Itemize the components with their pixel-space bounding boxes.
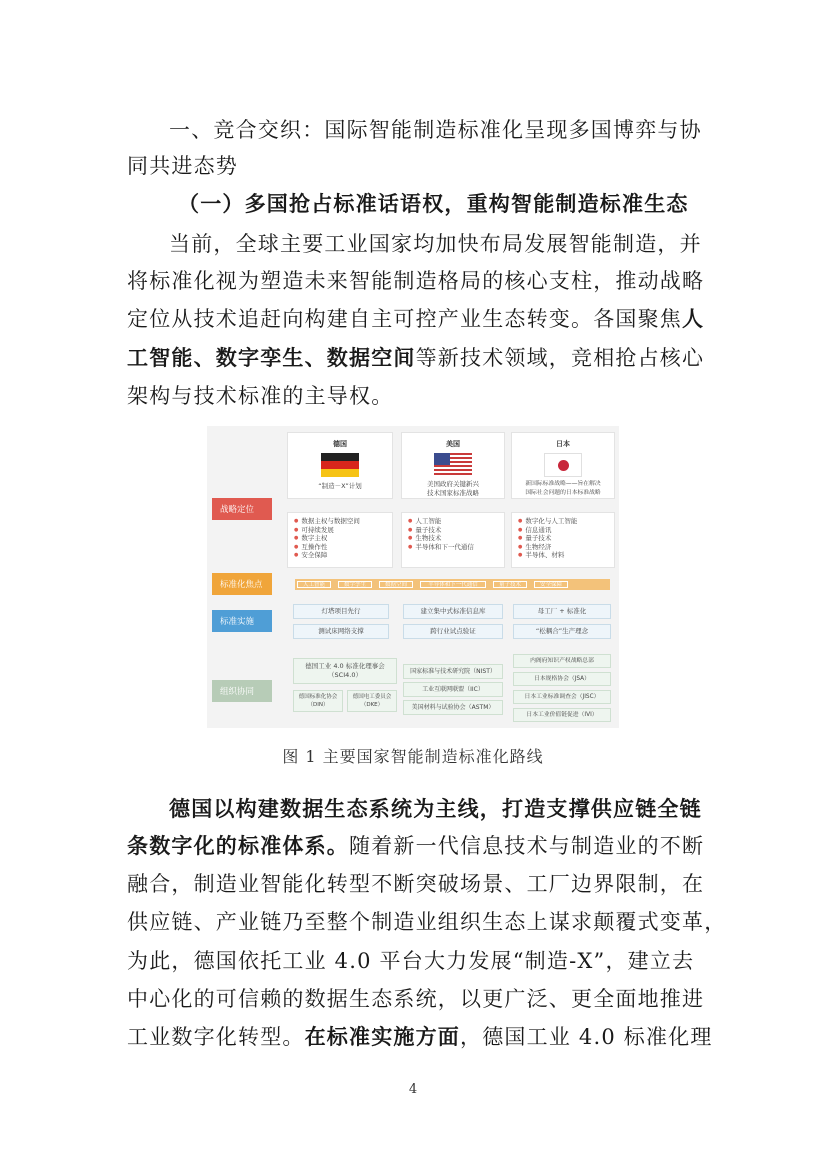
paragraph-1-line: 当前，全球主要工业国家均加快布局发展智能制造，并 (169, 232, 702, 256)
figure-caption: 图 1 主要国家智能制造标准化路线 (282, 747, 544, 766)
focus-tag: 半导体和下一代通信 (420, 581, 486, 588)
organization-item: 内阁府知识产权战略总部 (513, 654, 611, 668)
organization-item: 日本规格协会（JSA） (513, 672, 611, 686)
focus-list-usa (401, 512, 505, 568)
paragraph-2-line: 供应链、产业链乃至整个制造业组织生态上谋求颠覆式变革， (127, 910, 727, 934)
country-card-usa (401, 432, 505, 499)
list-item: ● 数据主权与数据空间 (294, 517, 392, 526)
paragraph-2-line: 融合，制造业智能化转型不断突破场景、工厂边界限制，在 (127, 872, 705, 896)
organization-item: 德国电工委员会 （DKE） (347, 690, 397, 712)
country-name: 美国 (446, 440, 460, 448)
subsection-heading: （一）多国抢占标准话语权，重构智能制造标准生态 (178, 191, 689, 216)
list-item: ● 互操作性 (294, 543, 392, 552)
country-name: 日本 (556, 440, 570, 448)
country-card-germany (287, 432, 393, 499)
list-item: ● 半导体、材料 (518, 551, 614, 560)
list-item: ● 生物技术 (408, 534, 504, 543)
implementation-item: 跨行业试点验证 (403, 624, 503, 639)
paragraph-1-line: 定位从技术追赶向构建自主可控产业生态转变。各国聚焦人 (127, 307, 705, 331)
country-strategy: 美国政府关键新兴 技术国家标准战略 (427, 480, 479, 497)
focus-tag: 数字孪生 (338, 581, 372, 588)
list-item: ● 信息通讯 (518, 526, 614, 535)
usa-flag-icon (434, 453, 472, 477)
paragraph-2-line: 条数字化的标准体系。随着新一代信息技术与制造业的不断 (127, 834, 705, 858)
list-item: ● 安全保障 (294, 551, 392, 560)
paragraph-2-line: 工业数字化转型。在标准实施方面，德国工业 4.0 标准化理 (127, 1025, 713, 1049)
focus-tag: 数据空间 (379, 581, 413, 588)
list-item: ● 量子技术 (408, 526, 504, 535)
list-item: ● 量子技术 (518, 534, 614, 543)
implementation-item: 建立集中式标准信息库 (403, 604, 503, 619)
paragraph-2-line: 德国以构建数据生态系统为主线，打造支撑供应链全链 (169, 797, 702, 821)
focus-tag: 安全保障 (534, 581, 568, 588)
country-card-japan (511, 432, 615, 499)
focus-tag: 人工智能 (297, 581, 331, 588)
organization-item: 日本工业标准调查会（JISC） (513, 690, 611, 704)
lane-standard-implementation: 标准实施 (212, 610, 272, 632)
list-item: ● 人工智能 (408, 517, 504, 526)
organization-item: 日本工业价值链促进（IVI） (513, 708, 611, 722)
paragraph-2-line: 中心化的可信赖的数据生态系统，以更广泛、更全面地推进 (127, 987, 705, 1011)
japan-flag-icon (544, 453, 582, 477)
lane-standardization-focus: 标准化焦点 (212, 573, 272, 595)
country-name: 德国 (333, 440, 347, 448)
lane-organizational-coordination: 组织协同 (212, 680, 272, 702)
paragraph-1-line: 架构与技术标准的主导权。 (127, 384, 394, 408)
paragraph-1-line: 工智能、数字孪生、数据空间等新技术领域，竞相抢占核心 (127, 346, 705, 370)
organization-item: 美国材料与试验协会（ASTM） (403, 700, 503, 715)
implementation-item: 母工厂 + 标准化 (513, 604, 611, 619)
section-heading-line-1: 一、竞合交织：国际智能制造标准化呈现多国博弈与协 (169, 118, 702, 142)
list-item: ● 可持续发展 (294, 526, 392, 535)
focus-tag: 量子技术 (493, 581, 527, 588)
organization-item: 德国标准化协会 （DIN） (293, 690, 343, 712)
lane-strategic-positioning: 战略定位 (212, 498, 272, 520)
list-item: ● 生物经济 (518, 543, 614, 552)
standardization-roadmap-figure (207, 426, 619, 728)
organization-item: 工业互联网联盟（IIC） (403, 682, 503, 697)
paragraph-1-line: 将标准化视为塑造未来智能制造格局的核心支柱，推动战略 (127, 269, 705, 293)
implementation-item: “松耦合”生产理念 (513, 624, 611, 639)
list-item: ● 半导体和下一代通信 (408, 543, 504, 552)
country-strategy: 新国际标准战略——旨在解决 国际社会问题的日本标准战略 (525, 481, 601, 496)
focus-list-japan (511, 512, 615, 568)
section-heading-line-2: 同共进态势 (127, 154, 238, 178)
organization-item: 国家标准与技术研究院（NIST） (403, 664, 503, 679)
list-item: ● 数字化与人工智能 (518, 517, 614, 526)
page-number: 4 (408, 1082, 418, 1097)
paragraph-2-line: 为此，德国依托工业 4.0 平台大力发展“制造-X”，建立去 (127, 949, 695, 973)
implementation-item: 灯塔项目先行 (293, 604, 389, 619)
list-item: ● 数字主权 (294, 534, 392, 543)
country-strategy: “制造－X”计划 (318, 482, 362, 490)
focus-list-germany (287, 512, 393, 568)
organization-item: 德国工业 4.0 标准化理事会 （SCI4.0） (293, 658, 397, 684)
implementation-item: 测试床网络支撑 (293, 624, 389, 639)
germany-flag-icon (321, 453, 359, 477)
